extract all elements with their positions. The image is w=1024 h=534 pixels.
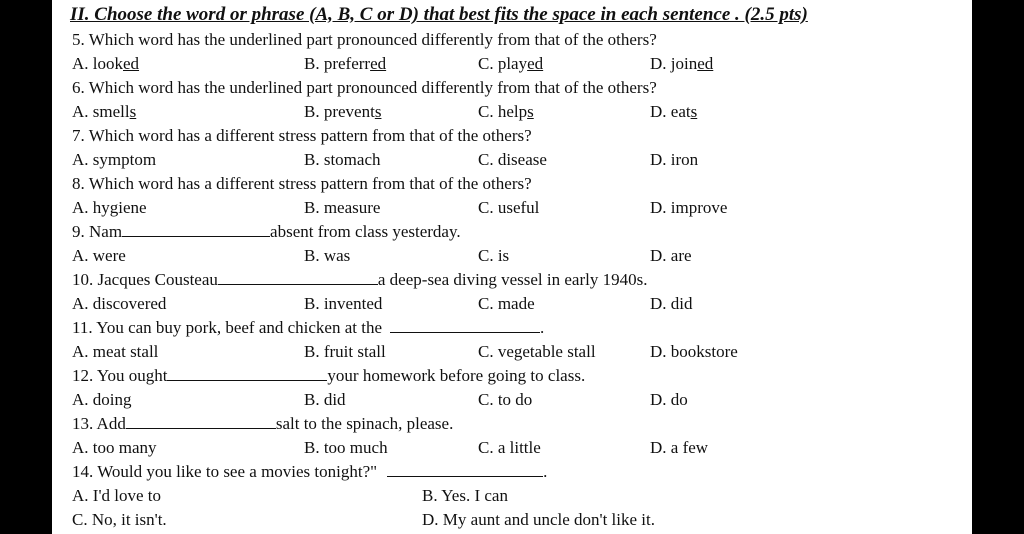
q13-option-a[interactable]: A. too many [72,438,157,457]
q11-option-b[interactable]: B. fruit stall [304,342,386,361]
q7-option-a[interactable]: A. symptom [72,150,157,169]
q9-option-c[interactable]: C. is [478,246,510,265]
q12-option-c[interactable]: C. to do [478,390,533,409]
q5-option-b[interactable]: B. preferred [304,54,387,73]
q6-option-b[interactable]: B. prevents [304,102,382,121]
q10-option-d[interactable]: D. did [650,294,693,313]
q9-option-d[interactable]: D. are [650,246,692,265]
q14-option-b[interactable]: B. Yes. I can [422,486,508,505]
q12-option-a[interactable]: A. doing [72,390,132,409]
q12-option-b[interactable]: B. did [304,390,346,409]
q7-option-d[interactable]: D. iron [650,150,699,169]
q7-option-b[interactable]: B. stomach [304,150,381,169]
q9-option-b[interactable]: B. was [304,246,351,265]
question-9-stem: 9. Nam absent from class yesterday. [72,222,461,241]
q10-option-b[interactable]: B. invented [304,294,383,313]
q13-option-d[interactable]: D. a few [650,438,709,457]
q11-option-a[interactable]: A. meat stall [72,342,159,361]
q11-option-d[interactable]: D. bookstore [650,342,738,361]
q7-option-c[interactable]: C. disease [478,150,547,169]
answer-blank [218,270,378,285]
worksheet-page [52,0,972,534]
q6-option-d[interactable]: D. eats [650,102,698,121]
answer-blank [126,414,276,429]
q12-option-d[interactable]: D. do [650,390,688,409]
q8-option-a[interactable]: A. hygiene [72,198,147,217]
section-heading: II. Choose the word or phrase (A, B, C or D) that best fits the space in each sentence . (2.5 pts) [70,4,808,25]
q14-option-d[interactable]: D. My aunt and uncle don't like it. [422,510,655,529]
q9-option-a[interactable]: A. were [72,246,126,265]
q11-option-c[interactable]: C. vegetable stall [478,342,596,361]
question-6-stem: 6. Which word has the underlined part pronounced differently from that of the others? [72,78,657,97]
q14-option-a[interactable]: A. I'd love to [72,486,161,505]
q6-option-c[interactable]: C. helps [478,102,534,121]
q8-option-d[interactable]: D. improve [650,198,728,217]
q8-option-c[interactable]: C. useful [478,198,540,217]
answer-blank [387,462,543,477]
q10-option-a[interactable]: A. discovered [72,294,167,313]
q13-option-c[interactable]: C. a little [478,438,541,457]
answer-blank [390,318,540,333]
answer-blank [167,366,327,381]
question-12-stem: 12. You ought your homework before going to class. [72,366,586,385]
q10-option-c[interactable]: C. made [478,294,535,313]
q13-option-b[interactable]: B. too much [304,438,388,457]
q5-option-c[interactable]: C. played [478,54,544,73]
question-10-stem: 10. Jacques Cousteau a deep-sea diving vessel in early 1940s. [72,270,648,289]
answer-blank [122,222,270,237]
q14-option-c[interactable]: C. No, it isn't. [72,510,167,529]
question-8-stem: 8. Which word has a different stress pattern from that of the others? [72,174,532,193]
question-5-stem: 5. Which word has the underlined part pronounced differently from that of the others? [72,30,657,49]
question-14-stem: 14. Would you like to see a movies tonight?" . [72,462,548,481]
question-7-stem: 7. Which word has a different stress pattern from that of the others? [72,126,532,145]
q6-option-a[interactable]: A. smells [72,102,137,121]
q5-option-d[interactable]: D. joined [650,54,714,73]
q5-option-a[interactable]: A. looked [72,54,140,73]
q8-option-b[interactable]: B. measure [304,198,381,217]
question-11-stem: 11. You can buy pork, beef and chicken at the . [72,318,545,337]
question-13-stem: 13. Add salt to the spinach, please. [72,414,454,433]
